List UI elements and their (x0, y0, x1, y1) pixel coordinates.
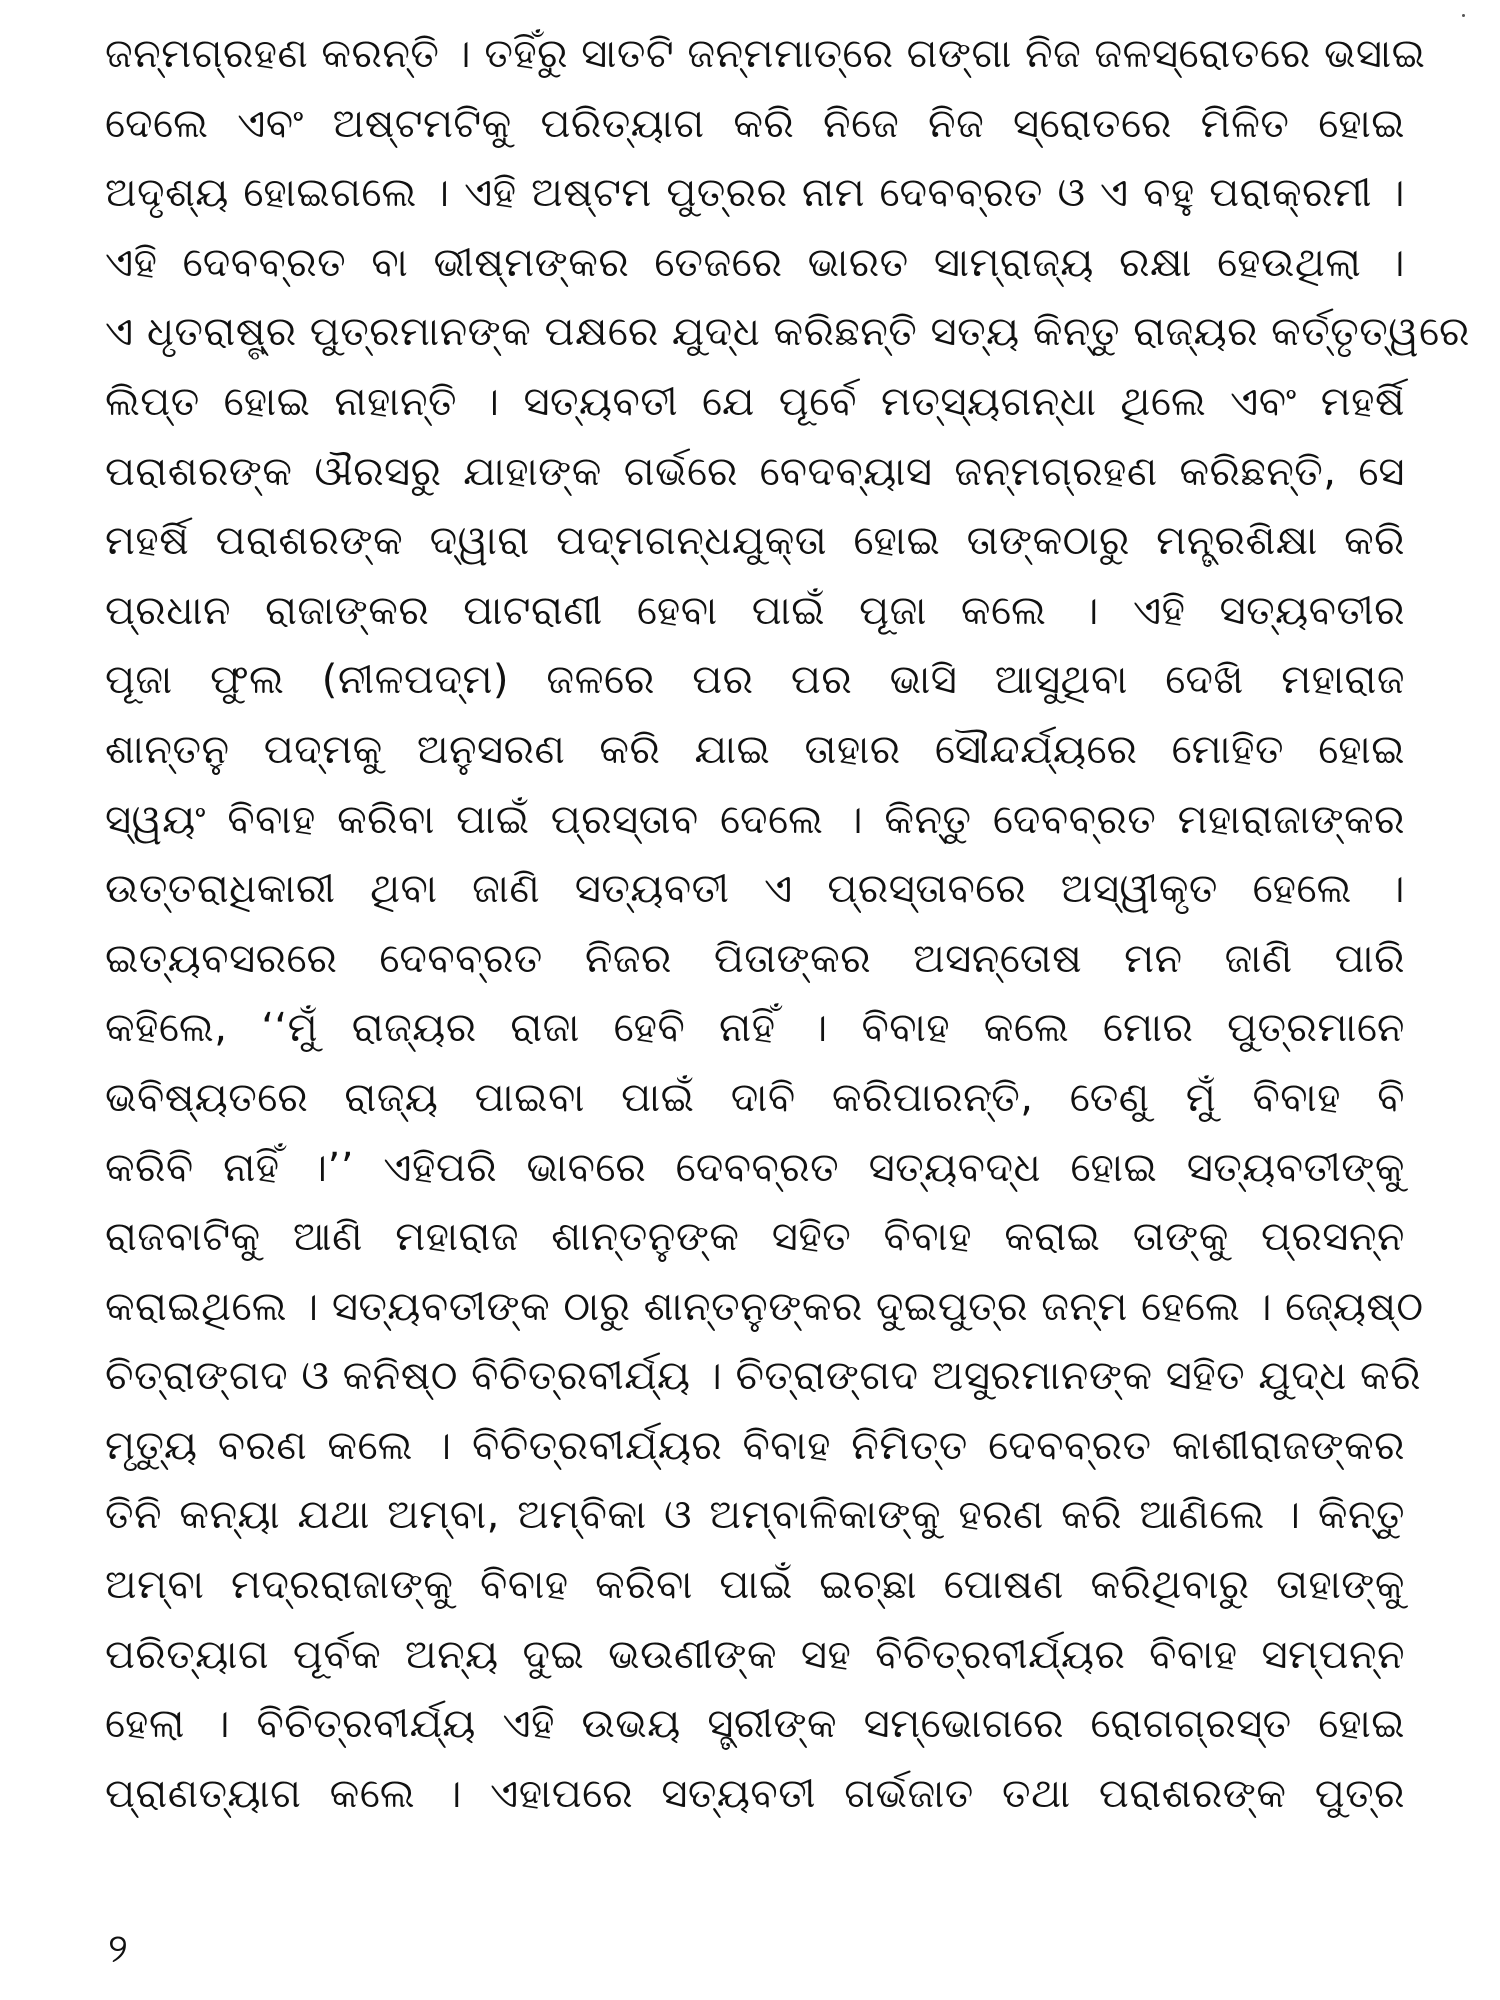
text-line: ଏ ଧୃତରାଷ୍ଟ୍ର ପୁତ୍ରମାନଙ୍କ ପକ୍ଷରେ ଯୁଦ୍ଧ କରିଛନ୍ତି ସତ୍ୟ କିନ୍ତୁ ରାଜ୍ୟର କର୍ତ୍ତୃତ୍ୱରେ (105, 309, 1470, 356)
text-line: କରାଇଥିଲେ । ସତ୍ୟବତୀଙ୍କ ଠାରୁ ଶାନ୍ତନୁଙ୍କର ଦୁଇପୁତ୍ର ଜନ୍ମ ହେଲେ । ଜ୍ୟେଷ୍ଠ (105, 1283, 1424, 1330)
text-line: ପ୍ରଧାନ ରାଜାଙ୍କର ପାଟରାଣୀ ହେବା ପାଇଁ ପୂଜା କଲେ । ଏହି ସତ୍ୟବତୀର (105, 587, 1405, 634)
scan-speck (1462, 14, 1465, 17)
text-line: ଇତ୍ୟବସରରେ ଦେବବ୍ରତ ନିଜର ପିତାଙ୍କର ଅସନ୍ତୋଷ ମନ ଜାଣି ପାରି (105, 935, 1405, 982)
text-line: ଅଦୃଶ୍ୟ ହୋଇଗଲେ । ଏହି ଅଷ୍ଟମ ପୁତ୍ରର ନାମ ଦେବବ୍ରତ ଓ ଏ ବହୁ ପରାକ୍ରମୀ । (105, 170, 1405, 217)
body-text (105, 20, 1470, 1829)
text-line: ମହର୍ଷି ପରାଶରଙ୍କ ଦ୍ୱାରା ପଦ୍ମଗନ୍ଧଯୁକ୍ତା ହୋଇ ତାଙ୍କଠାରୁ ମନ୍ତ୍ରଶିକ୍ଷା କରି (105, 518, 1405, 565)
text-line: ଜନ୍ମଗ୍ରହଣ କରନ୍ତି । ତହିଁରୁ ସାତଟି ଜନ୍ମମାତ୍ରେ ଗଙ୍ଗା ନିଜ ଜଳସ୍ରୋତରେ ଭସାଇ (105, 31, 1426, 77)
page-number: ୨ (108, 1926, 128, 1972)
text-line: ଅମ୍ବା ମଦ୍ରରାଜାଙ୍କୁ ବିବାହ କରିବା ପାଇଁ ଇଚ୍ଛା ପୋଷଣ କରିଥିବାରୁ ତାହାଙ୍କୁ (105, 1562, 1405, 1609)
text-line: ସ୍ୱୟଂ ବିବାହ କରିବା ପାଇଁ ପ୍ରସ୍ତାବ ଦେଲେ । କିନ୍ତୁ ଦେବବ୍ରତ ମହାରାଜାଙ୍କର (105, 796, 1405, 843)
text-line: ପରିତ୍ୟାଗ ପୂର୍ବକ ଅନ୍ୟ ଦୁଇ ଭଉଣୀଙ୍କ ସହ ବିଚିତ୍ରବୀର୍ଯ୍ୟର ବିବାହ ସମ୍ପନ୍ନ (105, 1631, 1405, 1678)
text-line: ମୃତ୍ୟୁ ବରଣ କଲେ । ବିଚିତ୍ରବୀର୍ଯ୍ୟର ବିବାହ ନିମିତ୍ତ ଦେବବ୍ରତ କାଶୀରାଜଙ୍କର (105, 1422, 1405, 1469)
text-line: ପ୍ରାଣତ୍ୟାଗ କଲେ । ଏହାପରେ ସତ୍ୟବତୀ ଗର୍ଭଜାତ ତଥା ପରାଶରଙ୍କ ପୁତ୍ର (105, 1770, 1405, 1817)
text-line: ଉତ୍ତରାଧିକାରୀ ଥିବା ଜାଣି ସତ୍ୟବତୀ ଏ ପ୍ରସ୍ତାବରେ ଅସ୍ୱୀକୃତ ହେଲେ । (105, 866, 1405, 913)
text-line: ହେଲା । ବିଚିତ୍ରବୀର୍ଯ୍ୟ ଏହି ଉଭୟ ସ୍ତ୍ରୀଙ୍କ ସମ୍ଭୋଗରେ ରୋଗଗ୍ରସ୍ତ ହୋଇ (105, 1701, 1405, 1748)
text-line: ଚିତ୍ରାଙ୍ଗଦ ଓ କନିଷ୍ଠ ବିଚିତ୍ରବୀର୍ଯ୍ୟ । ଚିତ୍ରାଙ୍ଗଦ ଅସୁରମାନଙ୍କ ସହିତ ଯୁଦ୍ଧ କରି (105, 1353, 1421, 1400)
text-line: କହିଲେ, ‘‘ମୁଁ ରାଜ୍ୟର ରାଜା ହେବି ନାହିଁ । ବିବାହ କଲେ ମୋର ପୁତ୍ରମାନେ (105, 1005, 1405, 1052)
text-line: ରାଜବାଟିକୁ ଆଣି ମହାରାଜ ଶାନ୍ତନୁଙ୍କ ସହିତ ବିବାହ କରାଇ ତାଙ୍କୁ ପ୍ରସନ୍ନ (105, 1214, 1405, 1261)
text-line: ଭବିଷ୍ୟତରେ ରାଜ୍ୟ ପାଇବା ପାଇଁ ଦାବି କରିପାରନ୍ତି, ତେଣୁ ମୁଁ ବିବାହ ବି (105, 1074, 1405, 1121)
text-line: ପୂଜା ଫୁଲ (ନୀଳପଦ୍ମ) ଜଳରେ ପର ପର ଭାସି ଆସୁଥିବା ଦେଖି ମହାରାଜ (105, 657, 1405, 704)
text-line: ଲିପ୍ତ ହୋଇ ନାହାନ୍ତି । ସତ୍ୟବତୀ ଯେ ପୂର୍ବେ ମତ୍ସ୍ୟଗନ୍ଧା ଥିଲେ ଏବଂ ମହର୍ଷି (105, 378, 1405, 425)
text-line: କରିବି ନାହିଁ ।’’ ଏହିପରି ଭାବରେ ଦେବବ୍ରତ ସତ୍ୟବଦ୍ଧ ହୋଇ ସତ୍ୟବତୀଙ୍କୁ (105, 1144, 1405, 1191)
text-line: ପରାଶରଙ୍କ ଔରସରୁ ଯାହାଙ୍କ ଗର୍ଭରେ ବେଦବ୍ୟାସ ଜନ୍ମଗ୍ରହଣ କରିଛନ୍ତି, ସେ (105, 448, 1405, 495)
text-line: ଦେଲେ ଏବଂ ଅଷ୍ଟମଟିକୁ ପରିତ୍ୟାଗ କରି ନିଜେ ନିଜ ସ୍ରୋତରେ ମିଳିତ ହୋଇ (105, 100, 1405, 147)
text-line: ଶାନ୍ତନୁ ପଦ୍ମକୁ ଅନୁସରଣ କରି ଯାଇ ତାହାର ସୌନ୍ଦର୍ଯ୍ୟରେ ମୋହିତ ହୋଇ (105, 726, 1405, 773)
text-line: ତିନି କନ୍ୟା ଯଥା ଅମ୍ବା, ଅମ୍ବିକା ଓ ଅମ୍ବାଳିକାଙ୍କୁ ହରଣ କରି ଆଣିଲେ । କିନ୍ତୁ (105, 1492, 1405, 1539)
text-line: ଏହି ଦେବବ୍ରତ ବା ଭୀଷ୍ମଙ୍କର ତେଜରେ ଭାରତ ସାମ୍ରାଜ୍ୟ ରକ୍ଷା ହେଉଥିଲା । (105, 239, 1406, 286)
